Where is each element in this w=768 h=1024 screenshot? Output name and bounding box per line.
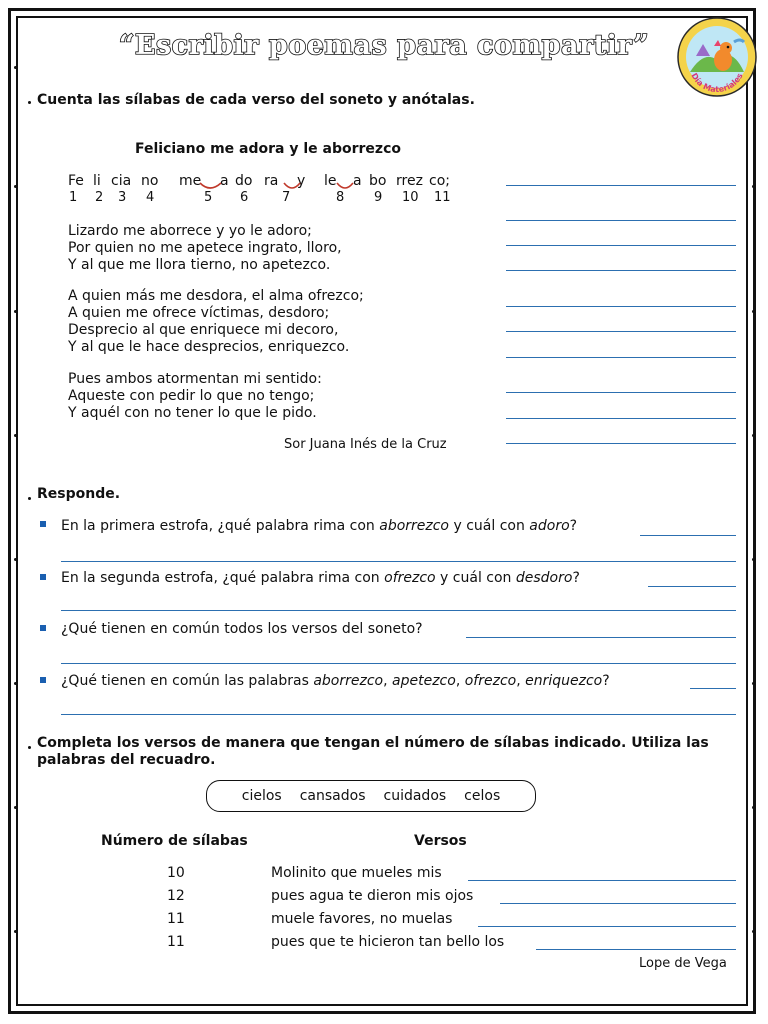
border-dot — [752, 434, 755, 437]
border-dot — [14, 806, 17, 809]
word-option: celos — [464, 788, 501, 804]
answer-line[interactable] — [640, 535, 736, 536]
syllable: co; — [429, 173, 450, 189]
section-marker — [28, 497, 31, 500]
syllable-count-line[interactable] — [506, 418, 736, 419]
poem-verse: Aqueste con pedir lo que no tengo; — [68, 388, 315, 404]
section3-instruction-line2: palabras del recuadro. — [37, 752, 216, 768]
poem-author: Lope de Vega — [639, 956, 727, 971]
column-header-number: Número de sílabas — [101, 833, 248, 849]
border-dot — [752, 930, 755, 933]
question-1: En la primera estrofa, ¿qué palabra rima con aborrezco y cuál con adoro? — [61, 518, 578, 534]
border-dot — [14, 930, 17, 933]
verse-text: pues agua te dieron mis ojos — [271, 888, 474, 904]
word-option: cuidados — [383, 788, 447, 804]
syllable: me — [179, 173, 202, 189]
border-dot — [752, 682, 755, 685]
syllable-count: 10 — [167, 865, 185, 881]
bullet-icon — [40, 574, 46, 580]
syllable-number: 5 — [204, 190, 213, 205]
border-dot — [14, 310, 17, 313]
answer-line[interactable] — [536, 949, 736, 950]
syllable: do — [235, 173, 253, 189]
page-title: “Escribir poemas para compartir” — [118, 30, 650, 61]
syllable-count: 11 — [167, 911, 185, 927]
poem-verse: Pues ambos atormentan mi sentido: — [68, 371, 322, 387]
poem-verse: Y al que me llora tierno, no apetezco. — [68, 257, 331, 273]
answer-line[interactable] — [466, 637, 736, 638]
answer-line[interactable] — [478, 926, 736, 927]
poem-title: Feliciano me adora y le aborrezco — [135, 141, 401, 157]
syllable-count-line[interactable] — [506, 331, 736, 332]
word-box — [206, 780, 536, 812]
answer-line[interactable] — [61, 663, 736, 664]
syllable-number: 10 — [402, 190, 419, 205]
syllable-number: 4 — [146, 190, 155, 205]
question-3: ¿Qué tienen en común todos los versos del soneto? — [61, 621, 423, 637]
syllable-number: 9 — [374, 190, 383, 205]
syllable: le — [324, 173, 337, 189]
syllable-count-line[interactable] — [506, 443, 736, 444]
poem-verse: Y aquél con no tener lo que le pido. — [68, 405, 317, 421]
verse-text: muele favores, no muelas — [271, 911, 453, 927]
bullet-icon — [40, 625, 46, 631]
question-2: En la segunda estrofa, ¿qué palabra rima con ofrezco y cuál con desdoro? — [61, 570, 580, 586]
border-dot — [14, 682, 17, 685]
poem-author: Sor Juana Inés de la Cruz — [284, 437, 447, 452]
border-dot — [752, 806, 755, 809]
answer-line[interactable] — [690, 688, 736, 689]
answer-line[interactable] — [61, 610, 736, 611]
syllable-count: 12 — [167, 888, 185, 904]
question-4: ¿Qué tienen en común las palabras aborrezco, apetezco, ofrezco, enriquezco? — [61, 673, 610, 689]
syllable: Fe — [68, 173, 84, 189]
section-marker — [28, 746, 31, 749]
syllable: no — [141, 173, 159, 189]
border-dot — [14, 185, 17, 188]
syllable-count-line[interactable] — [506, 245, 736, 246]
page-border-inner — [16, 16, 748, 1006]
logo-text: Día Materiales — [689, 71, 745, 95]
syllable-number: 7 — [282, 190, 291, 205]
verse-text: Molinito que mueles mis — [271, 865, 442, 881]
syllable: cia — [111, 173, 132, 189]
syllable-count-line[interactable] — [506, 392, 736, 393]
syllable-count: 11 — [167, 934, 185, 950]
border-dot — [752, 310, 755, 313]
logo — [676, 16, 758, 98]
section3-instruction-line1: Completa los versos de manera que tengan el número de sílabas indicado. Utiliza las — [37, 735, 709, 751]
answer-line[interactable] — [61, 561, 736, 562]
syllable-number: 3 — [118, 190, 127, 205]
syllable-number: 2 — [95, 190, 104, 205]
section-marker — [28, 101, 31, 104]
section2-instruction: Responde. — [37, 486, 121, 502]
syllable: bo — [369, 173, 387, 189]
poem-verse: A quien más me desdora, el alma ofrezco; — [68, 288, 364, 304]
syllable-count-line[interactable] — [506, 357, 736, 358]
border-dot — [14, 66, 17, 69]
poem-verse: Desprecio al que enriquece mi decoro, — [68, 322, 339, 338]
answer-line[interactable] — [648, 586, 736, 587]
word-option: cansados — [299, 788, 366, 804]
poem-verse: A quien me ofrece víctimas, desdoro; — [68, 305, 330, 321]
syllable: ra — [264, 173, 279, 189]
syllable: rrez — [396, 173, 423, 189]
bullet-icon — [40, 677, 46, 683]
syllable: a — [353, 173, 362, 189]
section1-instruction: Cuenta las sílabas de cada verso del soneto y anótalas. — [37, 92, 475, 108]
column-header-verses: Versos — [414, 833, 467, 849]
syllable-count-line[interactable] — [506, 306, 736, 307]
syllable-count-line[interactable] — [506, 220, 736, 221]
poem-verse: Y al que le hace desprecios, enriquezco. — [68, 339, 350, 355]
syllable: y — [297, 173, 306, 189]
word-option: cielos — [241, 788, 282, 804]
syllable-number: 1 — [69, 190, 78, 205]
answer-line[interactable] — [500, 903, 736, 904]
border-dot — [752, 558, 755, 561]
syllable-count-line[interactable] — [506, 270, 736, 271]
bullet-icon — [40, 521, 46, 527]
poem-verse: Por quien no me apetece ingrato, lloro, — [68, 240, 342, 256]
syllable-number: 6 — [240, 190, 249, 205]
border-dot — [14, 558, 17, 561]
border-dot — [752, 185, 755, 188]
border-dot — [14, 434, 17, 437]
syllable-count-line[interactable] — [506, 185, 736, 186]
answer-line[interactable] — [61, 714, 736, 715]
syllable-number: 11 — [434, 190, 451, 205]
syllable: a — [220, 173, 229, 189]
syllable-number: 8 — [336, 190, 345, 205]
poem-verse: Lizardo me aborrece y yo le adoro; — [68, 223, 312, 239]
answer-line[interactable] — [468, 880, 736, 881]
verse-text: pues que te hicieron tan bello los — [271, 934, 505, 950]
syllable: li — [93, 173, 101, 189]
